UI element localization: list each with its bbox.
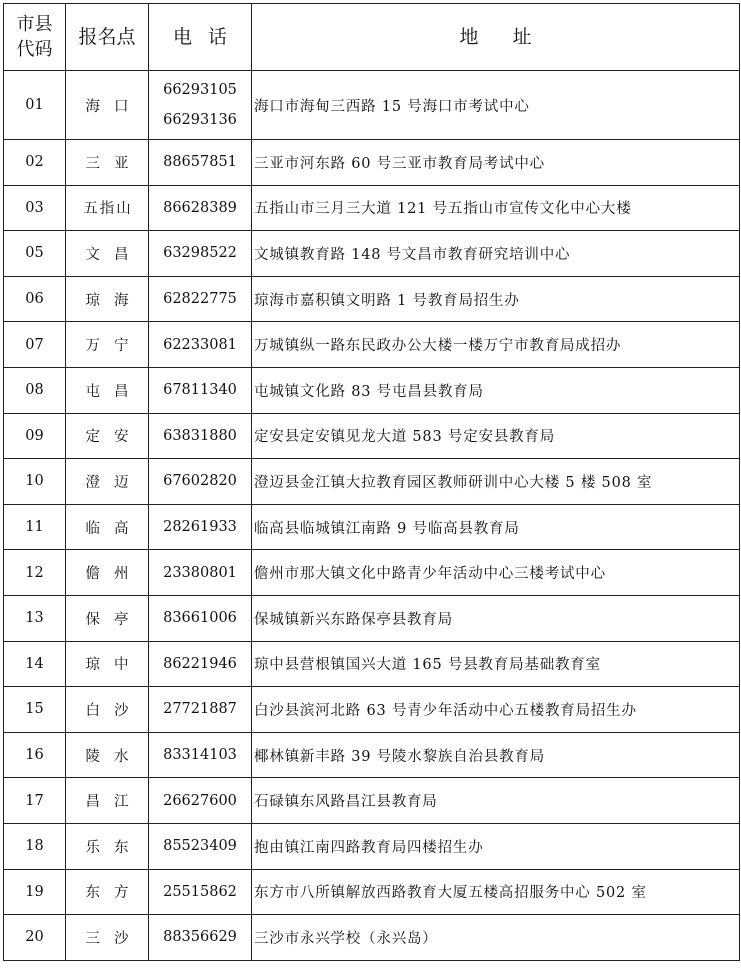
city-code: 15 — [4, 687, 66, 733]
address: 琼中县营根镇国兴大道 165 号县教育局基础教育室 — [252, 641, 740, 687]
city-code: 10 — [4, 459, 66, 505]
phone-cell — [149, 869, 252, 915]
phone-cell — [149, 778, 252, 824]
table-row — [4, 687, 740, 733]
site-name: 五指山 — [66, 185, 149, 231]
table-row — [4, 869, 740, 915]
city-code: 18 — [4, 823, 66, 869]
phone-number: 85523409 — [163, 838, 237, 855]
address: 椰林镇新丰路 39 号陵水黎族自治县教育局 — [252, 732, 740, 778]
address: 三沙市永兴学校（永兴岛） — [252, 915, 740, 961]
city-code: 12 — [4, 550, 66, 596]
phone-number: 86221946 — [163, 655, 237, 672]
city-code: 13 — [4, 595, 66, 641]
table-row — [4, 140, 740, 186]
address: 屯城镇文化路 83 号屯昌县教育局 — [252, 367, 740, 413]
phone-cell — [149, 459, 252, 505]
address: 五指山市三月三大道 121 号五指山市宣传文化中心大楼 — [252, 185, 740, 231]
phone-cell — [149, 595, 252, 641]
site-name: 澄迈 — [66, 459, 149, 505]
table-row — [4, 504, 740, 550]
address: 海口市海甸三西路 15 号海口市考试中心 — [252, 71, 740, 140]
address: 澄迈县金江镇大拉教育园区教师研训中心大楼 5 楼 508 室 — [252, 459, 740, 505]
city-code: 14 — [4, 641, 66, 687]
phone-cell — [149, 185, 252, 231]
city-code: 05 — [4, 231, 66, 277]
city-code: 20 — [4, 915, 66, 961]
phone-number: 62822775 — [163, 291, 237, 308]
phone-cell — [149, 322, 252, 368]
phone-cell — [149, 140, 252, 186]
table-row — [4, 367, 740, 413]
phone-number: 83661006 — [163, 610, 237, 627]
table-row — [4, 595, 740, 641]
site-name: 万宁 — [66, 322, 149, 368]
phone-number: 63831880 — [163, 427, 237, 444]
header-row — [4, 4, 740, 71]
site-name: 昌江 — [66, 778, 149, 824]
phone-cell — [149, 550, 252, 596]
table-row — [4, 459, 740, 505]
header-site: 报名点 — [66, 4, 149, 71]
phone-number: 66293105 — [163, 82, 237, 98]
phone-cell — [149, 641, 252, 687]
phone-number: 62233081 — [163, 336, 237, 353]
site-name: 陵水 — [66, 732, 149, 778]
phone-number: 26627600 — [163, 792, 237, 809]
header-code — [4, 4, 66, 71]
phone-cell — [149, 367, 252, 413]
site-name: 三亚 — [66, 140, 149, 186]
table-row — [4, 550, 740, 596]
city-code: 17 — [4, 778, 66, 824]
phone-number: 28261933 — [163, 519, 237, 536]
address: 文城镇教育路 148 号文昌市教育研究培训中心 — [252, 231, 740, 277]
site-name: 乐东 — [66, 823, 149, 869]
phone-number: 67811340 — [163, 382, 237, 399]
site-name: 儋州 — [66, 550, 149, 596]
phone-cell — [149, 823, 252, 869]
table-row — [4, 823, 740, 869]
city-code: 02 — [4, 140, 66, 186]
address: 东方市八所镇解放西路教育大厦五楼高招服务中心 502 室 — [252, 869, 740, 915]
phone-number: 67602820 — [163, 473, 237, 490]
city-code: 03 — [4, 185, 66, 231]
site-name: 东方 — [66, 869, 149, 915]
phone-cell — [149, 915, 252, 961]
city-code: 01 — [4, 71, 66, 140]
address: 抱由镇江南四路教育局四楼招生办 — [252, 823, 740, 869]
city-code: 09 — [4, 413, 66, 459]
site-name: 临高 — [66, 504, 149, 550]
table-row — [4, 915, 740, 961]
site-name: 屯昌 — [66, 367, 149, 413]
phone-cell — [149, 413, 252, 459]
header-code-line2: 代码 — [16, 39, 53, 60]
table-row — [4, 71, 740, 140]
header-code-line1: 市县 — [16, 14, 53, 35]
site-name: 三沙 — [66, 915, 149, 961]
phone-number: 86628389 — [163, 199, 237, 216]
address: 保城镇新兴东路保亭县教育局 — [252, 595, 740, 641]
phone-number: 25515862 — [163, 883, 237, 900]
phone-cell — [149, 687, 252, 733]
header-address: 地址 — [252, 4, 740, 71]
table-row — [4, 732, 740, 778]
address: 三亚市河东路 60 号三亚市教育局考试中心 — [252, 140, 740, 186]
table-row — [4, 185, 740, 231]
city-code: 06 — [4, 276, 66, 322]
table-row — [4, 322, 740, 368]
phone-cell — [149, 504, 252, 550]
city-code: 08 — [4, 367, 66, 413]
phone-cell — [149, 231, 252, 277]
site-name: 海口 — [66, 71, 149, 140]
table-row — [4, 276, 740, 322]
address: 定安县定安镇见龙大道 583 号定安县教育局 — [252, 413, 740, 459]
site-name: 保亭 — [66, 595, 149, 641]
site-name: 琼中 — [66, 641, 149, 687]
phone-number: 66293136 — [163, 112, 237, 128]
phone-number: 27721887 — [163, 701, 237, 718]
phone-cell — [149, 71, 252, 140]
phone-number: 23380801 — [163, 564, 237, 581]
table-row — [4, 413, 740, 459]
address: 石碌镇东风路昌江县教育局 — [252, 778, 740, 824]
address: 琼海市嘉积镇文明路 1 号教育局招生办 — [252, 276, 740, 322]
table-row — [4, 778, 740, 824]
address: 万城镇纵一路东民政办公大楼一楼万宁市教育局成招办 — [252, 322, 740, 368]
site-name: 定安 — [66, 413, 149, 459]
phone-number: 88356629 — [163, 929, 237, 946]
site-name: 白沙 — [66, 687, 149, 733]
table-row — [4, 231, 740, 277]
registration-sites-table — [3, 3, 740, 961]
phone-cell — [149, 732, 252, 778]
table-row — [4, 641, 740, 687]
address: 白沙县滨河北路 63 号青少年活动中心五楼教育局招生办 — [252, 687, 740, 733]
site-name: 文昌 — [66, 231, 149, 277]
phone-number: 88657851 — [163, 154, 237, 171]
address: 临高县临城镇江南路 9 号临高县教育局 — [252, 504, 740, 550]
city-code: 11 — [4, 504, 66, 550]
city-code: 07 — [4, 322, 66, 368]
phone-cell — [149, 276, 252, 322]
phone-number: 83314103 — [163, 747, 237, 764]
address: 儋州市那大镇文化中路青少年活动中心三楼考试中心 — [252, 550, 740, 596]
city-code: 19 — [4, 869, 66, 915]
header-phone: 电话 — [149, 4, 252, 71]
city-code: 16 — [4, 732, 66, 778]
phone-number: 63298522 — [163, 245, 237, 262]
site-name: 琼海 — [66, 276, 149, 322]
